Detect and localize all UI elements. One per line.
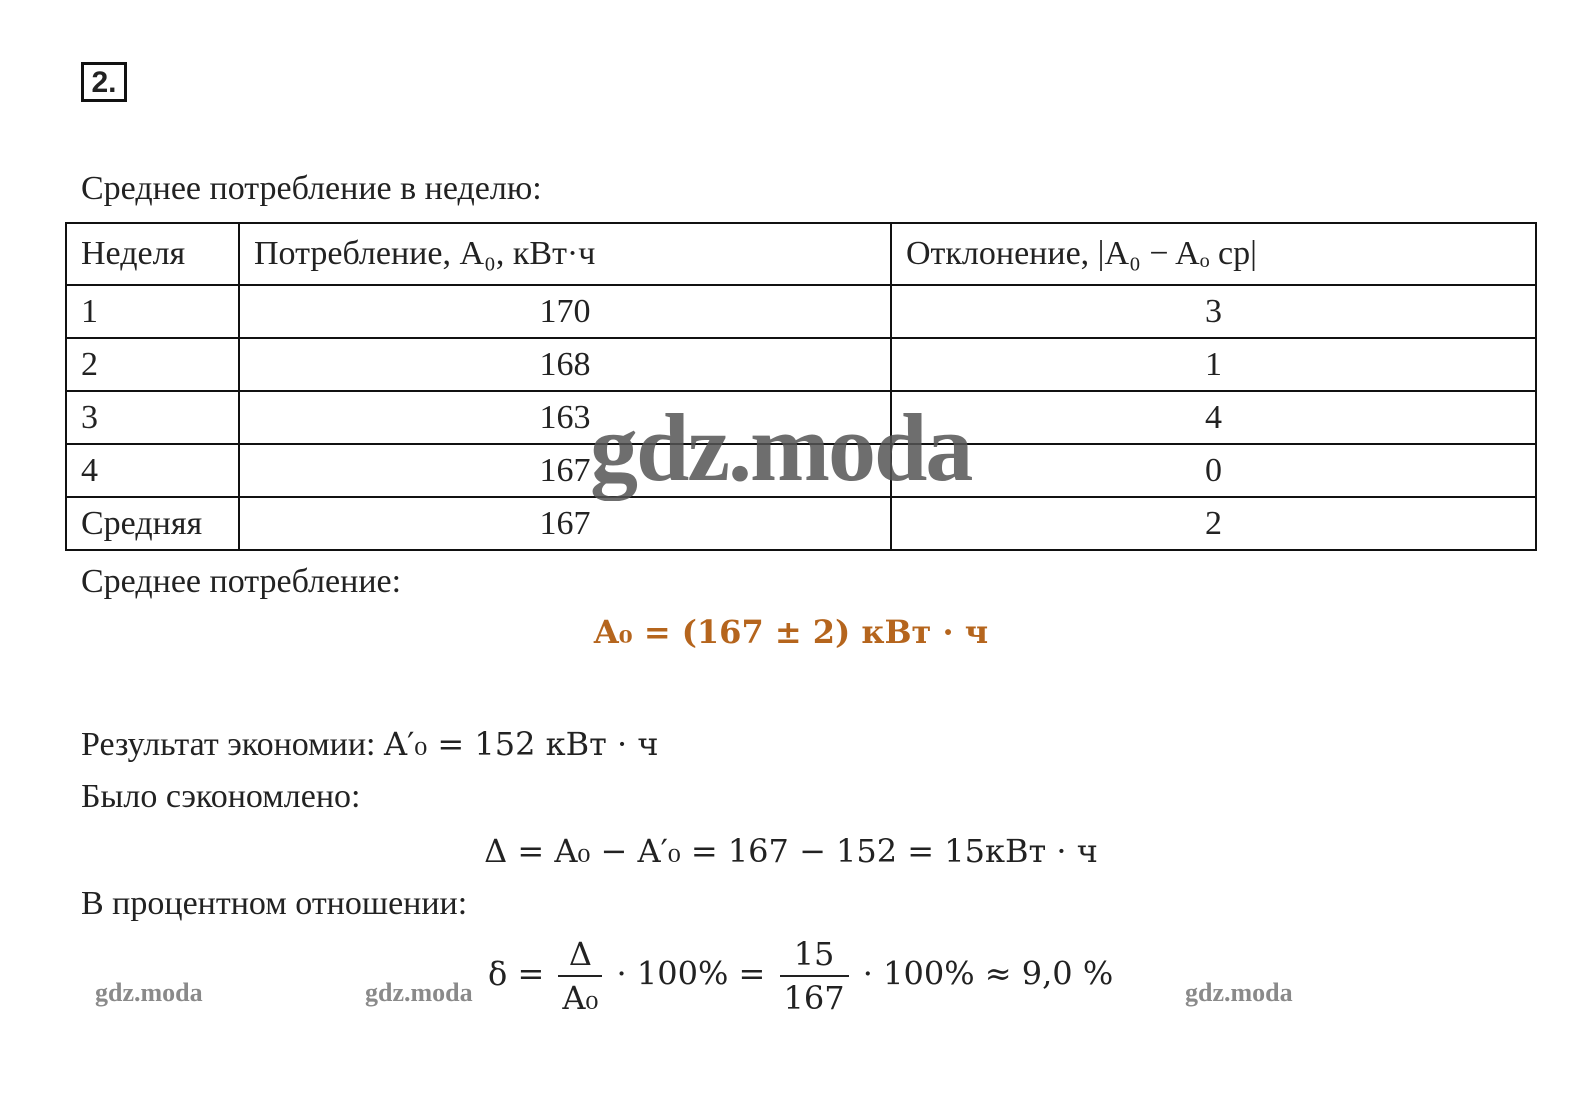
cell-deviation: 2 <box>891 497 1536 550</box>
fraction-numerator: 15 <box>780 935 849 977</box>
cell-week: 3 <box>66 391 239 444</box>
delta-formula: Δ = A₀ − A′₀ = 167 − 152 = 15кВт · ч <box>484 832 1098 870</box>
table-header-row <box>66 223 1536 285</box>
cell-week: 4 <box>66 444 239 497</box>
cell-consumption: 167 <box>239 497 891 550</box>
cell-week: 2 <box>66 338 239 391</box>
saved-label: Было сэкономлено: <box>81 778 361 815</box>
cell-deviation: 3 <box>891 285 1536 338</box>
table-row-average <box>66 497 1536 550</box>
cell-consumption: 167 <box>239 444 891 497</box>
cell-consumption: 168 <box>239 338 891 391</box>
cell-deviation: 1 <box>891 338 1536 391</box>
percent-lhs: δ = <box>488 954 545 993</box>
cell-consumption: 163 <box>239 391 891 444</box>
percent-mid: · 100% = <box>616 954 766 993</box>
savings-line <box>81 725 659 764</box>
fraction-numerator: Δ <box>558 935 602 977</box>
cell-week: Средняя <box>66 497 239 550</box>
percent-formula <box>488 935 1113 1017</box>
header-consumption: Потребление, A₀, кВт·ч <box>239 223 891 285</box>
result-formula-text: A₀ = (167 ± 2) кВт · ч <box>593 613 989 651</box>
table-row <box>66 285 1536 338</box>
result-formula <box>0 613 1582 651</box>
savings-label: Результат экономии: <box>81 726 376 763</box>
watermark-small: gdz.moda <box>95 978 203 1007</box>
avg-label: Среднее потребление: <box>81 563 402 600</box>
table-row <box>66 338 1536 391</box>
watermark-logo: gdz.moda <box>590 394 972 501</box>
cell-consumption: 170 <box>239 285 891 338</box>
fraction-values <box>780 935 849 1017</box>
cell-deviation: 0 <box>891 444 1536 497</box>
watermark-small: gdz.moda <box>365 978 473 1007</box>
cell-deviation: 4 <box>891 391 1536 444</box>
header-deviation: Отклонение, |A₀ − Aₒ ср| <box>891 223 1536 285</box>
fraction-denominator: A₀ <box>562 979 599 1017</box>
task-number: 2. <box>81 62 127 102</box>
percent-rhs: · 100% ≈ 9,0 % <box>862 954 1114 993</box>
fraction-denominator: 167 <box>783 979 845 1017</box>
cell-week: 1 <box>66 285 239 338</box>
watermark-small: gdz.moda <box>1185 978 1293 1007</box>
table-heading: Среднее потребление в неделю: <box>81 170 542 207</box>
header-week: Неделя <box>66 223 239 285</box>
fraction-delta <box>558 935 602 1017</box>
percent-label: В процентном отношении: <box>81 885 468 922</box>
savings-formula: A′₀ = 152 кВт · ч <box>384 725 659 763</box>
